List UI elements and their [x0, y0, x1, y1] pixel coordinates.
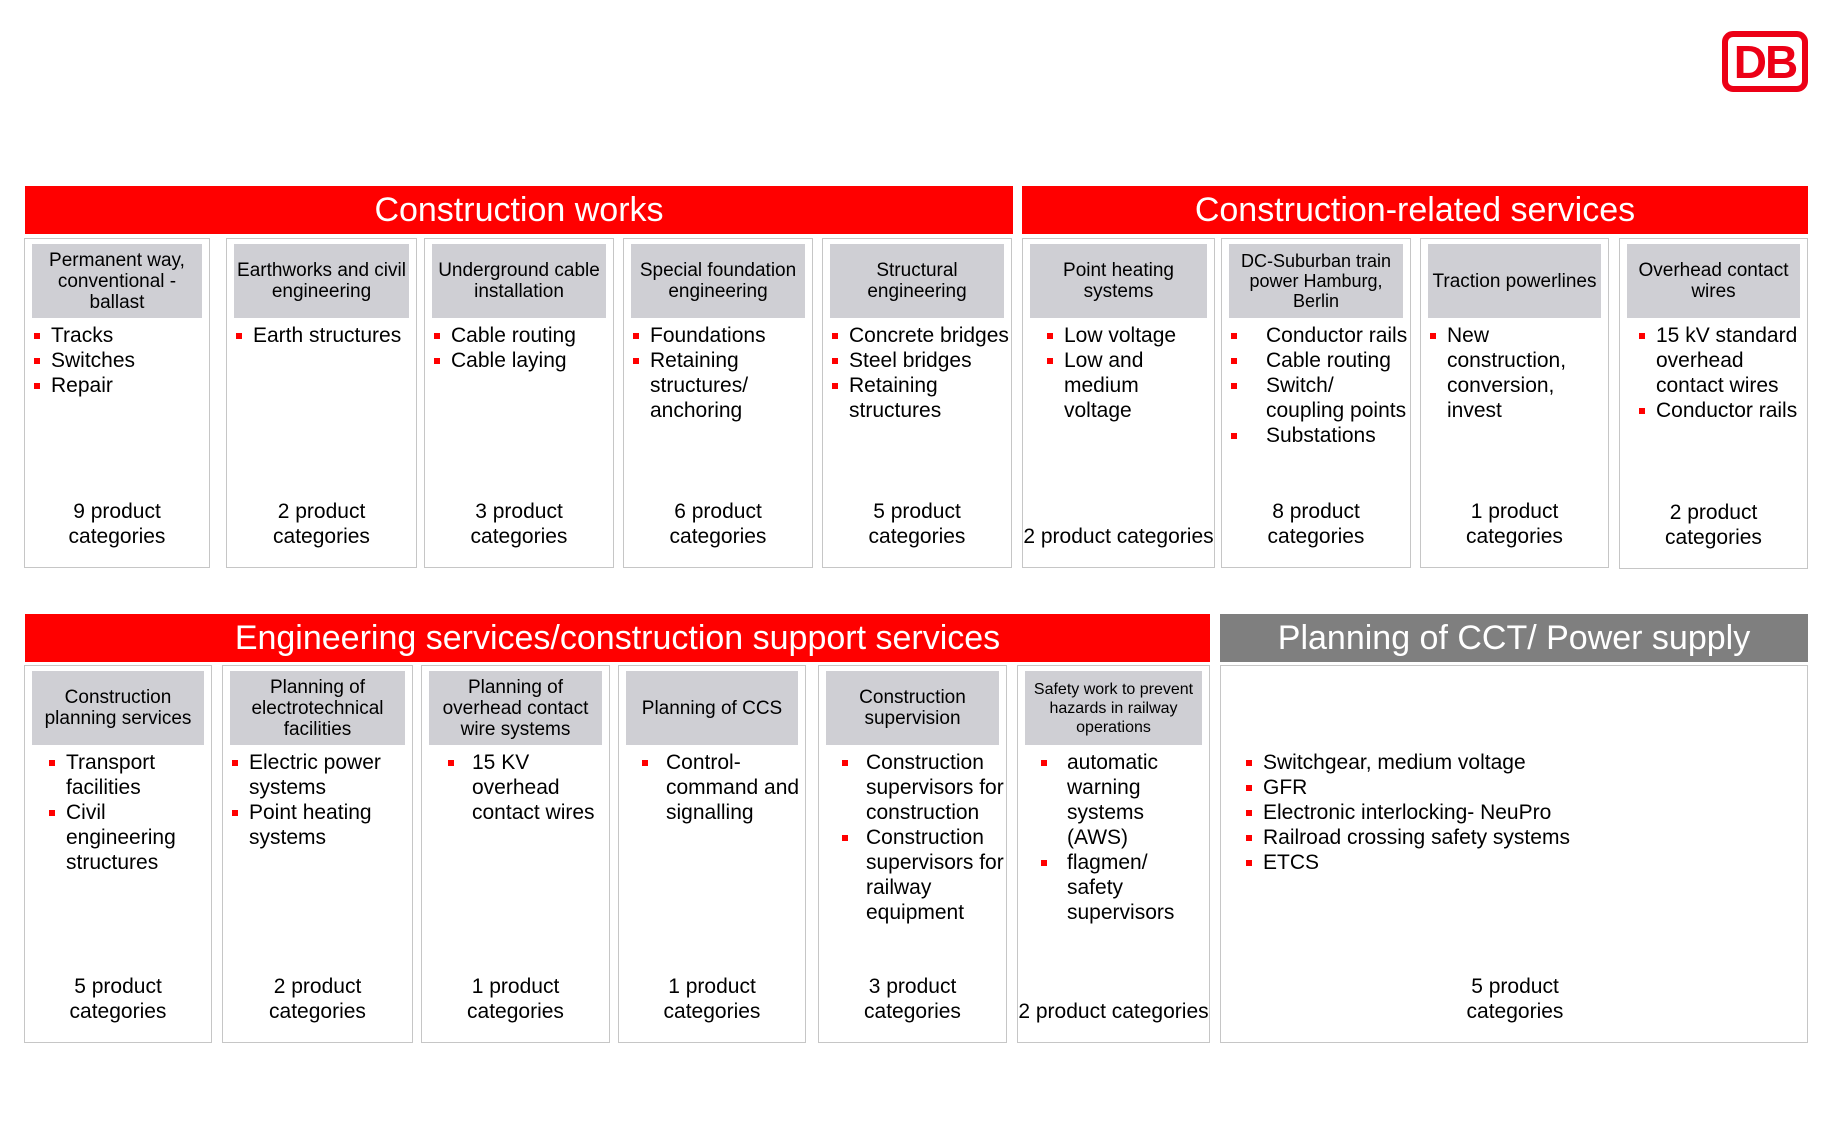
list-item: Retaining structures/ anchoring [630, 348, 810, 423]
product-count: 5 product categories [868, 500, 966, 548]
bullet-icon [633, 358, 639, 364]
bullet-icon [842, 835, 848, 841]
card-title: Overhead contact wires [1627, 244, 1800, 318]
bullet-icon [49, 810, 55, 816]
list-item: Point heating systems [229, 800, 410, 850]
card-title: DC-Suburban train power Hamburg, Berlin [1229, 244, 1403, 318]
bullet-icon [832, 333, 838, 339]
db-logo: DB [1722, 31, 1808, 92]
card-title: Underground cable installation [432, 244, 606, 318]
product-count: 3 product categories [470, 500, 568, 548]
card-planning-ccs [618, 665, 806, 1043]
card-title: Point heating systems [1030, 244, 1207, 318]
bullet-icon [232, 760, 238, 766]
bullet-icon [1047, 358, 1053, 364]
product-count: 1 product categories [663, 975, 761, 1023]
list-item: Conductor rails [1228, 323, 1408, 348]
bullet-icon [1246, 810, 1252, 816]
list-item: Switchgear, medium voltage [1243, 750, 1805, 775]
item-list [1038, 750, 1207, 925]
card-title: Traction powerlines [1428, 244, 1601, 318]
bullet-icon [1231, 333, 1237, 339]
list-item: Low voltage [1044, 323, 1212, 348]
bullet-icon [1231, 433, 1237, 439]
list-item: Repair [31, 373, 207, 398]
bullet-icon [34, 383, 40, 389]
card-title: Construction planning services [32, 671, 204, 745]
product-count: 1 product categories [1466, 500, 1563, 548]
list-item: Switch/ coupling points [1228, 373, 1408, 423]
product-count: 5 product categories [1466, 975, 1564, 1023]
item-list [445, 750, 607, 825]
item-list [829, 323, 1009, 423]
product-count: 1 product categories [467, 975, 564, 1023]
card-point-heating [1022, 238, 1215, 568]
card-title: Planning of overhead contact wire systems [429, 671, 602, 745]
card-title: Special foundation engineering [631, 244, 805, 318]
bullet-icon [1246, 760, 1252, 766]
bullet-icon [1246, 835, 1252, 841]
list-item: 15 kV standard overhead contact wires [1636, 323, 1805, 398]
card-underground-cable [424, 238, 614, 568]
list-item: Electronic interlocking- NeuPro [1243, 800, 1805, 825]
bullet-icon [1246, 860, 1252, 866]
product-count: 3 product categories [864, 975, 961, 1023]
bullet-icon [1041, 860, 1047, 866]
list-item: Low and medium voltage [1044, 348, 1212, 423]
item-list [233, 323, 414, 348]
list-item: flagmen/ safety supervisors [1038, 850, 1207, 925]
bullet-icon [642, 760, 648, 766]
bullet-icon [434, 333, 440, 339]
product-count: 5 product categories [69, 975, 167, 1023]
bullet-icon [832, 358, 838, 364]
product-count: 6 product categories [669, 500, 767, 548]
bullet-icon [1639, 408, 1645, 414]
list-item: Railroad crossing safety systems [1243, 825, 1805, 850]
product-count: 2 product categories [1665, 501, 1762, 549]
item-list [839, 750, 1004, 925]
bullet-icon [448, 760, 454, 766]
card-construction-planning [24, 665, 212, 1043]
list-item: Construction supervisors for construction [839, 750, 1004, 825]
list-item: Tracks [31, 323, 207, 348]
item-list [1228, 323, 1408, 448]
list-item: ETCS [1243, 850, 1805, 875]
card-title: Earthworks and civil engineering [234, 244, 409, 318]
list-item: New construction, conversion, invest [1427, 323, 1606, 423]
card-earthworks [226, 238, 417, 568]
item-list [31, 323, 207, 398]
card-structural-engineering [822, 238, 1012, 568]
product-count: 8 product categories [1267, 500, 1365, 548]
item-list [1044, 323, 1212, 423]
list-item: Switches [31, 348, 207, 373]
bullet-icon [1231, 383, 1237, 389]
list-item: GFR [1243, 775, 1805, 800]
bullet-icon [34, 358, 40, 364]
bullet-icon [434, 358, 440, 364]
item-list [1427, 323, 1606, 423]
card-title: Construction supervision [826, 671, 999, 745]
list-item: automatic warning systems (AWS) [1038, 750, 1207, 850]
banner-engineering-services: Engineering services/construction support services [25, 614, 1210, 662]
card-planning-cct-power-supply [1220, 665, 1808, 1043]
bullet-icon [832, 383, 838, 389]
item-list [46, 750, 209, 875]
card-planning-overhead-contact [421, 665, 610, 1043]
list-item: Construction supervisors for railway equipment [839, 825, 1004, 925]
card-title: Structural engineering [830, 244, 1004, 318]
card-title: Planning of electrotechnical facilities [230, 671, 405, 745]
card-title: Planning of CCS [626, 671, 798, 745]
product-count: 2 product categories [269, 975, 366, 1023]
list-item: Retaining structures [829, 373, 1009, 423]
bullet-icon [633, 333, 639, 339]
banner-planning-cct-power-supply: Planning of CCT/ Power supply [1220, 614, 1808, 662]
card-permanent-way [24, 238, 210, 568]
bullet-icon [236, 333, 242, 339]
item-list [639, 750, 803, 825]
bullet-icon [49, 760, 55, 766]
bullet-icon [1231, 358, 1237, 364]
bullet-icon [1041, 760, 1047, 766]
product-count: 9 product categories [68, 500, 166, 548]
list-item: Concrete bridges [829, 323, 1009, 348]
list-item: 15 KV overhead contact wires [445, 750, 607, 825]
bullet-icon [232, 810, 238, 816]
item-list [229, 750, 410, 850]
list-item: Conductor rails [1636, 398, 1805, 423]
list-item: Substations [1228, 423, 1408, 448]
list-item: Foundations [630, 323, 810, 348]
bullet-icon [1430, 333, 1436, 339]
card-title: Safety work to prevent hazards in railway operations [1025, 671, 1202, 745]
banner-construction-works: Construction works [25, 186, 1013, 234]
card-traction-powerlines [1420, 238, 1609, 568]
bullet-icon [1246, 785, 1252, 791]
card-safety-work [1017, 665, 1210, 1043]
product-count: 2 product categories [1018, 1000, 1209, 1023]
item-list [630, 323, 810, 423]
banner-construction-related-services: Construction-related services [1022, 186, 1808, 234]
list-item: Cable routing [1228, 348, 1408, 373]
bullet-icon [34, 333, 40, 339]
card-dc-suburban [1221, 238, 1411, 568]
product-count: 2 product categories [1023, 525, 1214, 548]
list-item: Transport facilities [46, 750, 209, 800]
item-list [1243, 750, 1805, 875]
product-count: 2 product categories [273, 500, 370, 548]
list-item: Civil engineering structures [46, 800, 209, 875]
item-list [431, 323, 611, 373]
card-planning-electrotechnical [222, 665, 413, 1043]
bullet-icon [842, 760, 848, 766]
bullet-icon [1047, 333, 1053, 339]
card-overhead-contact-wires [1619, 238, 1808, 569]
card-title: Permanent way, conventional - ballast [32, 244, 202, 318]
bullet-icon [1639, 333, 1645, 339]
list-item: Cable laying [431, 348, 611, 373]
list-item: Electric power systems [229, 750, 410, 800]
list-item: Control-command and signalling [639, 750, 803, 825]
list-item: Cable routing [431, 323, 611, 348]
card-construction-supervision [818, 665, 1007, 1043]
item-list [1636, 323, 1805, 423]
list-item: Steel bridges [829, 348, 1009, 373]
list-item: Earth structures [233, 323, 414, 348]
card-special-foundation [623, 238, 813, 568]
